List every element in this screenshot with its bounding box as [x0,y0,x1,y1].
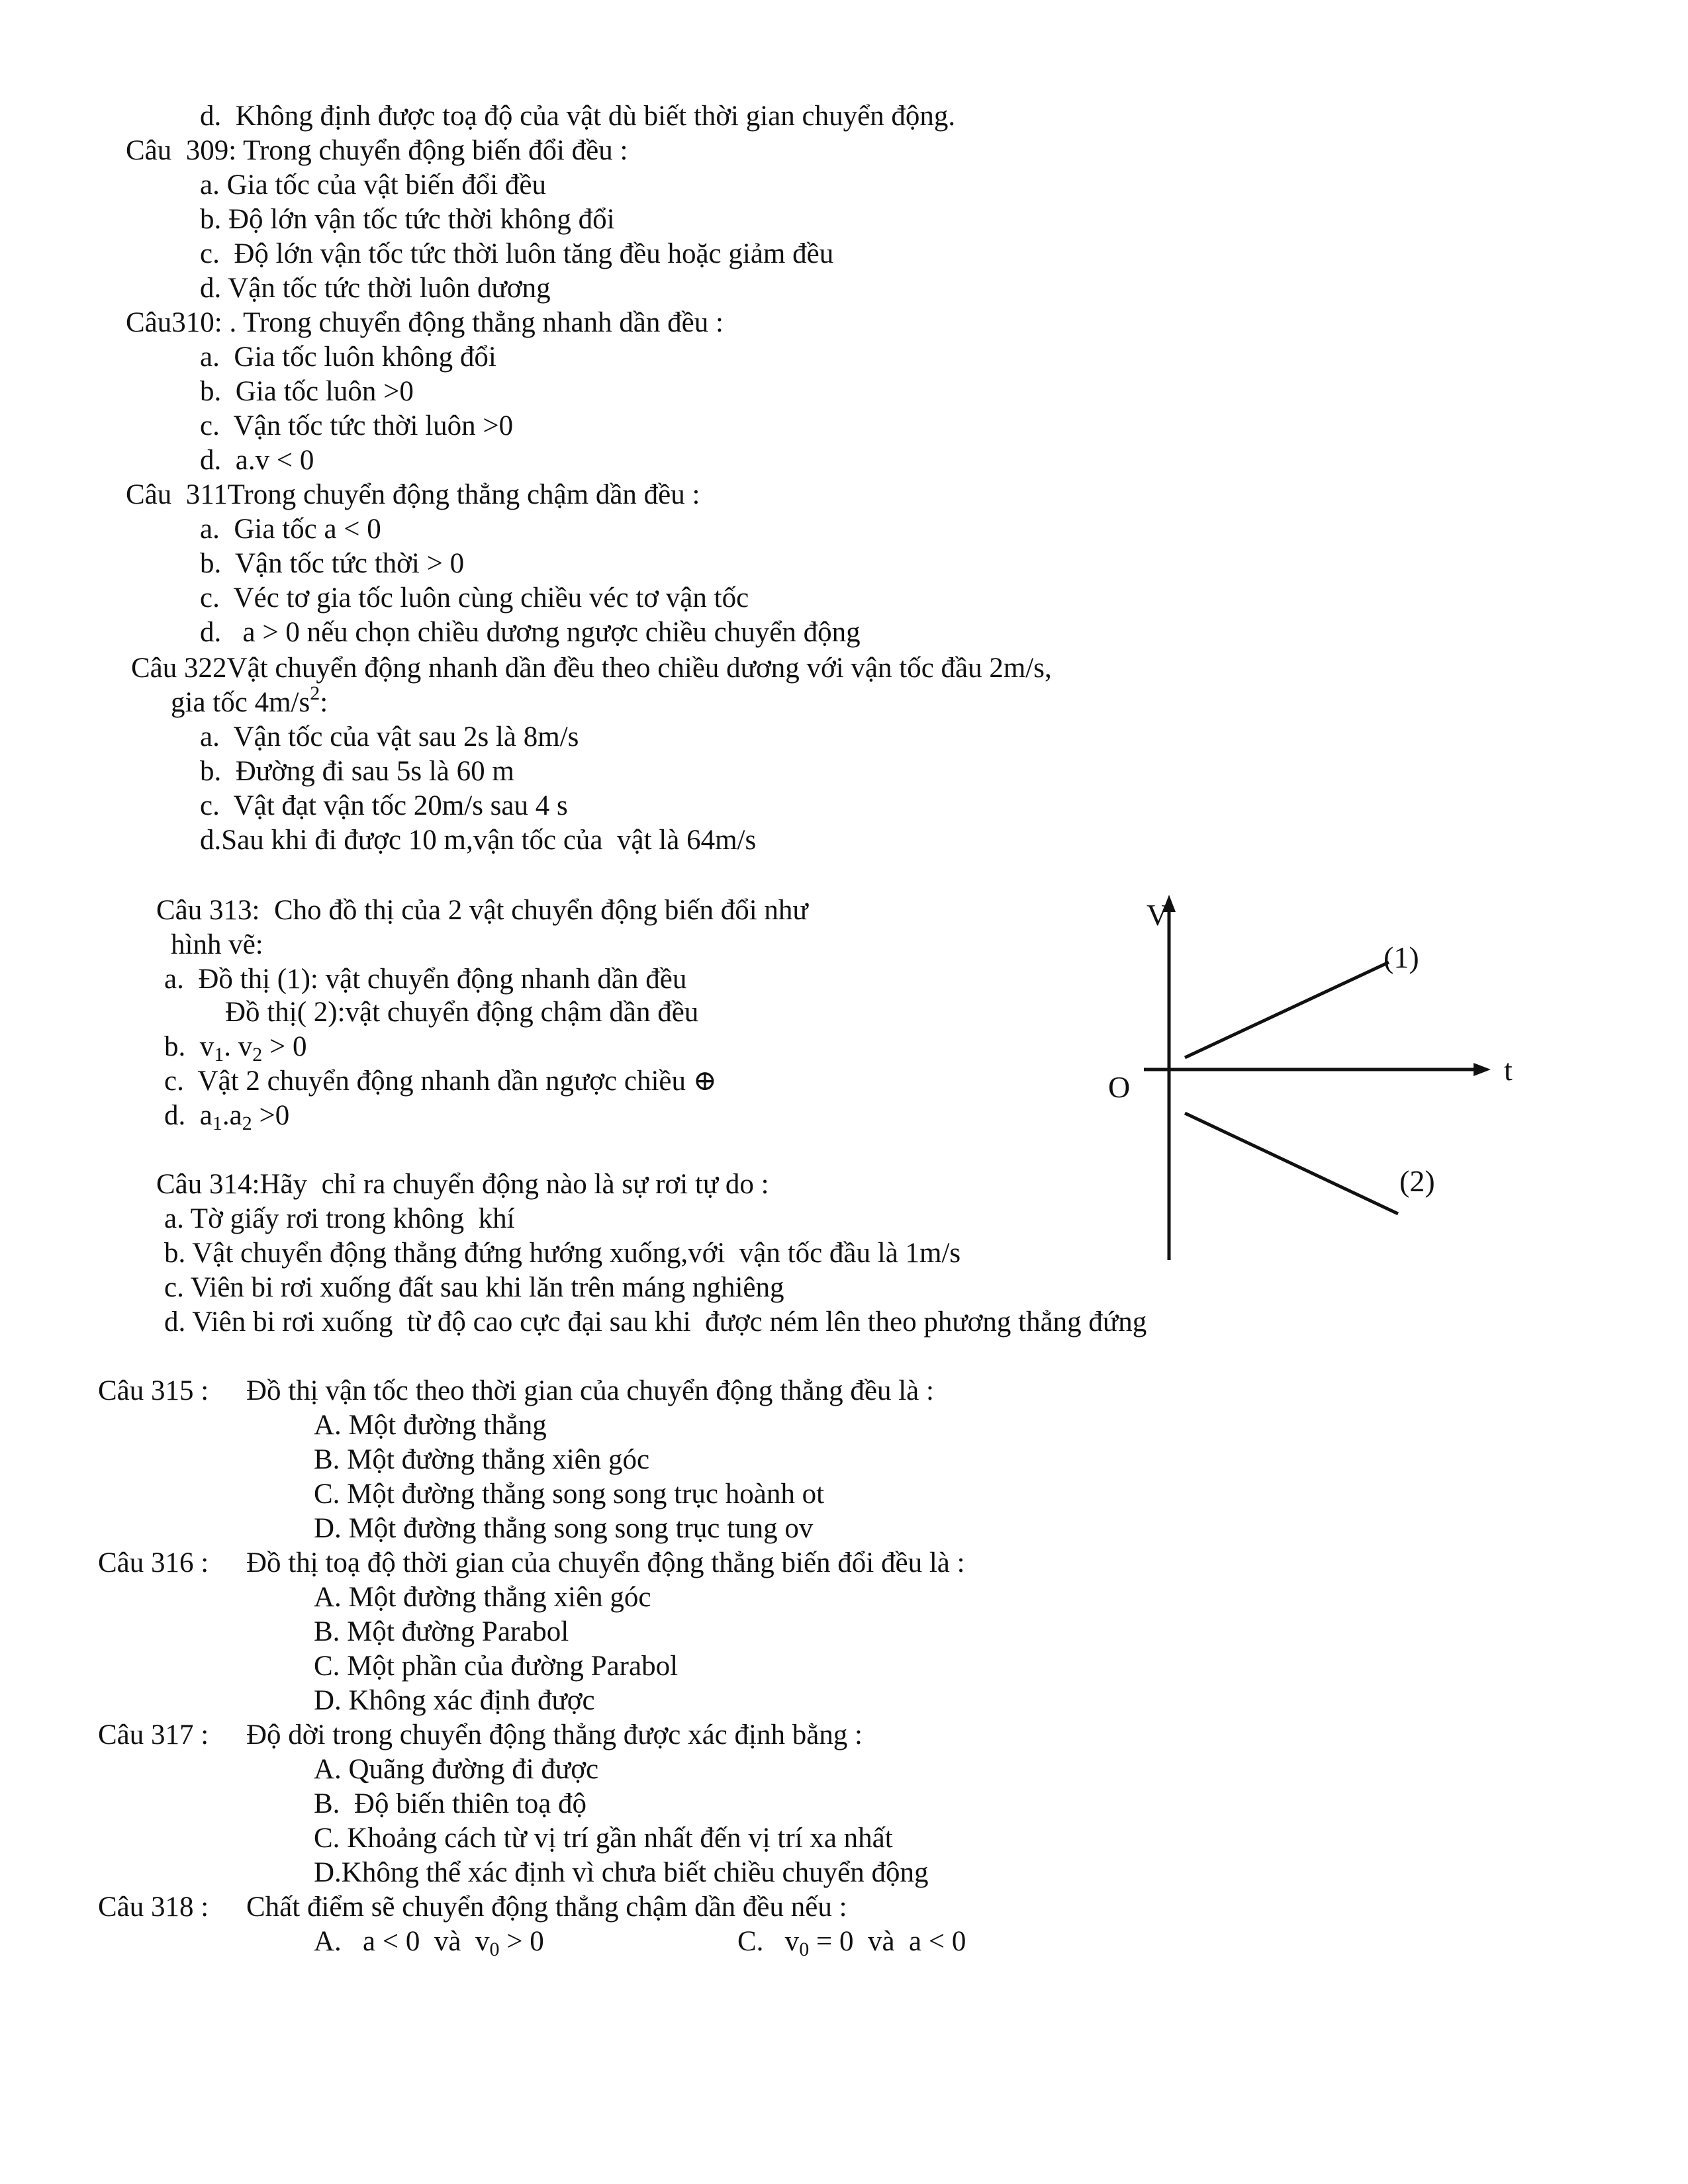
q318-option-c: C. $v_0 = 0$ và a < 0 [737,1926,966,1960]
q308-option-d: d. Không định được toạ độ của vật dù biết thời gian chuyển động. [200,101,956,132]
q316-label: Câu 316 : [98,1547,209,1578]
q314-option-d: d. Viên bi rơi xuống từ độ cao cực đại sau khi được ném lên theo phương thẳng đứng [164,1306,1147,1338]
q318-stem: Chất điểm sẽ chuyển động thẳng chậm dần đều nếu : [246,1891,847,1923]
t-axis-arrow [1474,1063,1491,1076]
q310-option-c: c. Vận tốc tức thời luôn >0 [200,410,514,441]
q310-option-d: d. a.v < 0 [200,445,314,476]
v-axis-label: V [1147,898,1169,932]
q316-option-d: D. Không xác định được [314,1685,595,1716]
q316-option-a: A. Một đường thẳng xiên góc [314,1582,651,1613]
q309-option-d: d. Vận tốc tức thời luôn dương [200,273,551,304]
q311-option-d: d. a > 0 nếu chọn chiều dương ngược chiều chuyển động [200,617,861,648]
q311-option-b: b. Vận tốc tức thời > 0 [200,548,465,579]
q315-option-a: A. Một đường thẳng [314,1410,547,1441]
q317-stem: Độ dời trong chuyển động thẳng được xác định bằng : [246,1719,863,1751]
q311-option-a: a. Gia tốc a < 0 [200,514,381,545]
q315-stem: Đồ thị vận tốc theo thời gian của chuyển động thẳng đều là : [246,1375,934,1406]
velocity-time-graph [1086,887,1523,1277]
q315-option-c: C. Một đường thẳng song song trục hoành ot [314,1479,825,1510]
q317-label: Câu 317 : [98,1719,209,1751]
q309-option-b: b. Độ lớn vận tốc tức thời không đổi [200,204,615,235]
q313-option-a-line2: Đồ thị( 2):vật chuyển động chậm dần đều [225,997,699,1028]
graph-line-2 [1185,1113,1398,1214]
line-1-label: (1) [1383,940,1419,974]
q317-option-b: B. Độ biến thiên toạ độ [314,1788,587,1819]
q313-stem: Câu 313: Cho đồ thị của 2 vật chuyển động biến đổi như [156,895,808,926]
q311-stem: Câu 311Trong chuyển động thẳng chậm dần đều : [126,479,700,510]
q312-option-d: d.Sau khi đi được 10 m,vận tốc của vật là 64m/s [200,825,757,856]
q317-option-a: A. Quãng đường đi được [314,1754,599,1785]
q316-stem: Đồ thị toạ độ thời gian của chuyển động thẳng biến đổi đều là : [246,1547,965,1578]
q310-option-b: b. Gia tốc luôn >0 [200,376,414,407]
q318-option-a: A. a < 0 và $v_0 > 0$ [314,1926,544,1960]
q315-option-b: B. Một đường thẳng xiên góc [314,1444,650,1475]
q313-stem-continued: hình vẽ: [171,929,263,960]
q309-option-a: a. Gia tốc của vật biến đổi đều [200,169,546,201]
q312-option-b: b. Đường đi sau 5s là 60 m [200,756,514,787]
q314-stem: Câu 314:Hãy chỉ ra chuyển động nào là sự rơi tự do : [156,1169,769,1200]
q313-option-a: a. Đồ thị (1): vật chuyển động nhanh dần đều [164,964,687,995]
q310-stem: Câu310: . Trong chuyển động thẳng nhanh dần đều : [126,307,724,338]
q314-option-c: c. Viên bi rơi xuống đất sau khi lăn trên máng nghiêng [164,1272,784,1303]
q313-option-d: d. $a_1.a_2 >0$ [164,1100,290,1134]
q318-label: Câu 318 : [98,1891,209,1923]
q312-option-c: c. Vật đạt vận tốc 20m/s sau 4 s [200,790,568,821]
origin-label: O [1108,1070,1131,1104]
q312-option-a: a. Vận tốc của vật sau 2s là 8m/s [200,721,579,752]
q317-option-c: C. Khoảng cách từ vị trí gần nhất đến vị trí xa nhất [314,1823,893,1854]
q312-stem: Câu 322Vật chuyển động nhanh dần đều theo chiều dương với vận tốc đầu 2m/s, [131,653,1052,684]
q314-option-a: a. Tờ giấy rơi trong không khí [164,1203,515,1234]
q316-option-c: C. Một phần của đường Parabol [314,1651,679,1682]
q309-option-c: c. Độ lớn vận tốc tức thời luôn tăng đều hoặc giảm đều [200,238,834,269]
q316-option-b: B. Một đường Parabol [314,1616,569,1647]
q309-stem: Câu 309: Trong chuyển động biến đổi đều : [126,135,628,166]
q317-option-d: D.Không thể xác định vì chưa biết chiều chuyển động [314,1857,929,1888]
graph-line-1 [1185,962,1389,1058]
q315-option-d: D. Một đường thẳng song song trục tung ov [314,1513,814,1544]
line-2-label: (2) [1399,1164,1435,1198]
q311-option-c: c. Véc tơ gia tốc luôn cùng chiều véc tơ vận tốc [200,582,749,614]
q310-option-a: a. Gia tốc luôn không đổi [200,341,496,373]
q314-option-b: b. Vật chuyển động thẳng đứng hướng xuống,với vận tốc đầu là 1m/s [164,1238,961,1269]
q313-option-b: b. $v_1$. $v_2 > 0$ [164,1031,307,1066]
q313-option-c: c. Vật 2 chuyển động nhanh dần ngược chiều ⊕ [164,1066,717,1097]
q312-stem-continued: gia tốc $4m/s^2$: [171,682,328,718]
t-axis-label: t [1504,1053,1513,1087]
q315-label: Câu 315 : [98,1375,209,1406]
